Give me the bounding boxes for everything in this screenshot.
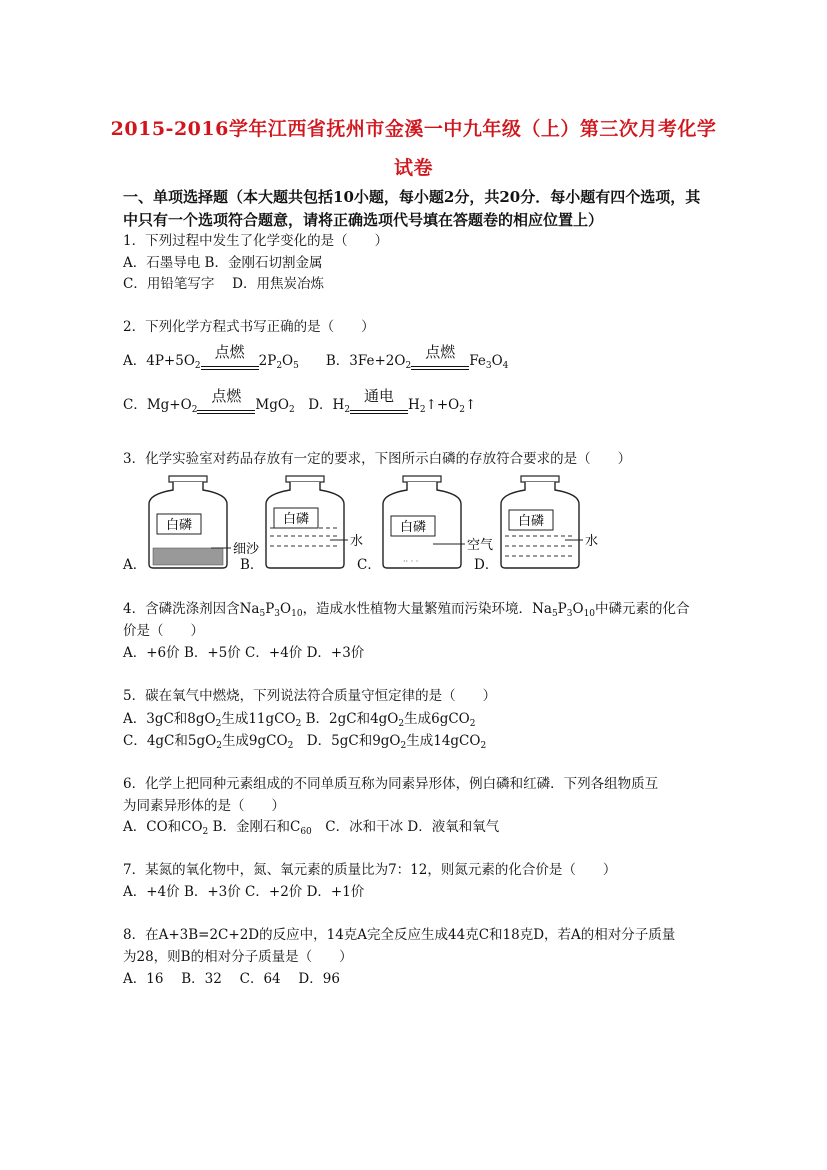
label-fine-sand: 细沙 — [233, 542, 260, 557]
q8-line2: 为28，则B的相对分子质量是（ ） — [123, 949, 353, 965]
condition-fire: 点燃 — [214, 343, 245, 361]
bottle-d — [501, 476, 598, 568]
section-heading: 一、单项选择题（本大题共包括10小题，每小题2分，共20分．每小题有四个选项，其 — [123, 188, 701, 206]
condition-electric: 通电 — [364, 387, 395, 405]
condition-fire: 点燃 — [211, 387, 242, 405]
q1-stem: 1．下列过程中发生了化学变化的是（ ） — [123, 233, 389, 249]
q6-line1: 6．化学上把同种元素组成的不同单质互称为同素异形体，例白磷和红磷．下列各组物质互 — [123, 776, 659, 792]
exam-title-cont: 试卷 — [393, 157, 433, 179]
q6-options: A．CO和$CO_2$ B．金刚石和$C_{60}$ C．冰和干冰 D．液氧和氧气 — [123, 819, 500, 837]
q7-stem: 7．某氮的氧化物中，氮、氧元素的质量比为7：12，则氮元素的化合价是（ ） — [123, 862, 617, 878]
q8-line1: 8．在A+3B=2C+2D的反应中，14克A完全反应生成44克C和18克D，若A的相对分子质量 — [123, 927, 676, 943]
jar-label-d: 白磷 — [517, 514, 545, 529]
q5-options-cd: C．4gC和$5gO_2$生成9gCO$_2$ D．5gC和$9gO_2$生成14gCO$_2$ — [123, 733, 487, 751]
q3-option-a: A． — [123, 557, 147, 573]
section-heading-cont: 中只有一个选项符合题意，请将正确选项代号填在答题卷的相应位置上） — [123, 211, 604, 229]
q8-options: A．16 B．32 C．64 D．96 — [123, 971, 340, 987]
q6-line2: 为同素异形体的是（ ） — [123, 798, 285, 814]
jar-label-a: 白磷 — [165, 518, 193, 533]
bottle-a — [149, 476, 260, 568]
q3-option-c: C． — [357, 557, 381, 573]
q4-options: A．+6价 B．+5价 C．+4价 D．+3价 — [123, 645, 365, 661]
jar-label-b: 白磷 — [282, 512, 310, 527]
q3-option-b: B． — [240, 557, 264, 573]
q3-option-d: D． — [474, 557, 499, 573]
q5-stem: 5．碳在氧气中燃烧，下列说法符合质量守恒定律的是（ ） — [123, 688, 497, 704]
q5-options-ab: A．3gC和$8gO_2$生成11gCO$_2$ B．2gC和$4gO_2$生成6gCO$_2$ — [123, 711, 476, 729]
svg-text:·· · ·: ·· · · — [403, 557, 419, 566]
label-air: 空气 — [467, 538, 494, 553]
bottle-b — [266, 476, 363, 568]
q1-options-cd: C．用铅笔写字 D．用焦炭冶炼 — [123, 276, 324, 292]
label-water-b: 水 — [350, 534, 364, 549]
bottle-c — [383, 476, 493, 568]
q2-stem: 2．下列化学方程式书写正确的是（ ） — [123, 319, 375, 335]
q7-options: A．+4价 B．+3价 C．+2价 D．+1价 — [123, 884, 365, 900]
q4-line2: 价是（ ） — [123, 623, 204, 639]
label-water-d: 水 — [585, 534, 599, 549]
exam-title: 2015-2016学年江西省抚州市金溪一中九年级（上）第三次月考化学 — [110, 118, 717, 140]
q3-stem: 3．化学实验室对药品存放有一定的要求，下图所示白磷的存放符合要求的是（ ） — [123, 451, 632, 467]
q4-line1: 4．含磷洗涤剂因含$Na_5P_3O_{10}$，造成水性植物大量繁殖而污染环境．$Na_5P_3O_{10}$中磷元素的化合 — [123, 601, 690, 619]
condition-fire: 点燃 — [425, 343, 456, 361]
q2-options-cd: C．$Mg+O_2$ 点燃 MgO$_2$ D．$H_2$ 通电 $H_2↑+O_2↑$ — [123, 387, 477, 415]
jar-label-c: 白磷 — [399, 520, 427, 535]
q2-options-ab: A．$4P+5O_2$ 点燃 $2P_2O_5$ B．$3Fe+2O_2$ 点燃 $Fe_3O_4$ — [123, 343, 509, 371]
q1-options-ab: A．石墨导电 B．金刚石切割金属 — [123, 255, 323, 271]
